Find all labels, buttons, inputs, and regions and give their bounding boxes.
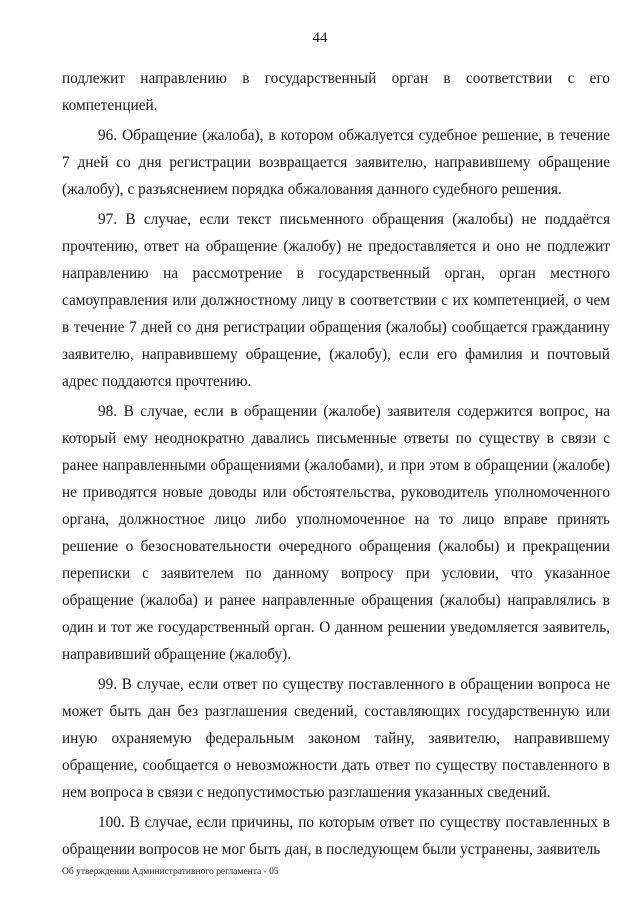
paragraph-96: 96. Обращение (жалоба), в котором обжалуется судебное решение, в течение 7 дней со дня регистрации возвращается заявителю, направившему обращение (жалобу), с разъяснением порядка обжалования данного судебного решения.: [62, 127, 610, 198]
document-body: [62, 65, 610, 863]
paragraph-99: 99. В случае, если ответ по существу поставленного в обращении вопроса не может быть дан без разглашения сведений, составляющих государственную или иную охраняемую федеральным законом тайну, заявителю, направившему обращение, сообщается о невозможности дать ответ по существу поставленного в нем вопроса в связи с недопустимостью разглашения указанных сведений.: [62, 676, 610, 801]
paragraph-100: 100. В случае, если причины, по которым ответ по существу поставленных в обращении вопросов не мог быть дан, в последующем были устранены, заявитель: [62, 814, 610, 858]
paragraph-98: 98. В случае, если в обращении (жалобе) заявителя содержится вопрос, на который ему неоднократно давались письменные ответы по существу в связи с ранее направленными обращениями (жалобами), и при этом в обращении (жалобе) не приводятся новые доводы или обстоятельства, руководитель уполномоченного органа, должностное лицо либо уполномоченное на то лицо вправе принять решение о безосновательности очередного обращения (жалобы) и прекращении переписки с заявителем по данному вопросу при условии, что указанное обращение (жалоба) и ранее направленные обращения (жалобы) направлялись в один и тот же государственный орган. О данном решении уведомляется заявитель, направивший обращение (жалобу).: [62, 403, 610, 663]
page-footer: Об утверждении Административного регламента - 05: [62, 867, 279, 877]
page-number: 44: [312, 30, 328, 46]
paragraph-97: 97. В случае, если текст письменного обращения (жалобы) не поддаётся прочтению, ответ на обращение (жалобу) не предоставляется и оно не подлежит направлению на рассмотрение в государственный орган, орган местного самоуправления или должностному лицу в соответствии с их компетенцией, о чем в течение 7 дней со дня регистрации обращения (жалобы) сообщается гражданину заявителю, направившему обращение, (жалобу), если его фамилия и почтовый адрес поддаются прочтению.: [62, 211, 610, 390]
paragraph-continuation: подлежит направлению в государственный орган в соответствии с его компетенцией.: [62, 70, 610, 114]
